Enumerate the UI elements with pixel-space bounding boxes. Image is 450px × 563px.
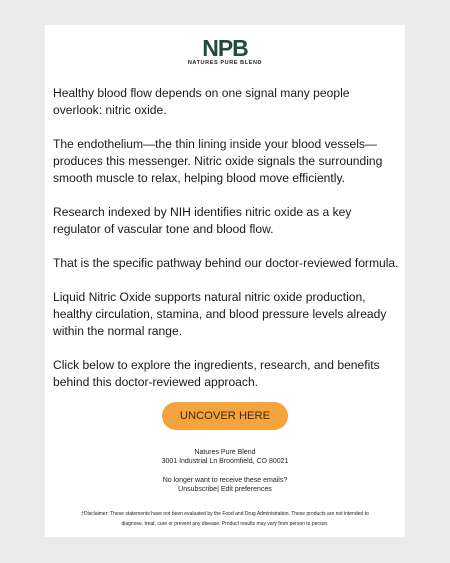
disclaimer-line-2: diagnose, treat, cure or prevent any disease. Product results may vary from person to person.	[121, 521, 329, 527]
unsubscribe-prompt: No longer want to receive these emails?	[162, 477, 288, 484]
paragraph-call-to-action: Click below to explore the ingredients, research, and benefits behind this doctor-reviewed approach.	[53, 358, 380, 389]
logo-tagline: NATURES PURE BLEND	[187, 60, 263, 66]
cta-container	[45, 402, 405, 430]
company-address	[45, 448, 405, 466]
email-card	[45, 25, 405, 537]
paragraph-endothelium: The endothelium—the thin lining inside your blood vessels—produces this messenger. Nitric oxide signals the surrounding smooth muscle to relax, helping blood move efficiently.	[53, 137, 383, 185]
email-preferences	[45, 476, 405, 494]
paragraph-product: Liquid Nitric Oxide supports natural nitric oxide production, healthy circulation, stamina, and blood pressure levels already within the normal range.	[53, 290, 387, 338]
company-name: Natures Pure Blend	[194, 449, 256, 456]
street-address: 3001 Industrial Ln Broomfield, CO 80021	[161, 458, 289, 465]
paragraph-pathway: That is the specific pathway behind our doctor-reviewed formula.	[53, 256, 399, 270]
paragraph-intro: Healthy blood flow depends on one signal many people overlook: nitric oxide.	[53, 86, 350, 117]
unsubscribe-link[interactable]: Unsubscribe	[178, 486, 218, 493]
fda-disclaimer	[59, 509, 391, 529]
link-separator: |	[217, 486, 219, 493]
email-body	[53, 85, 399, 408]
logo-text: NPB	[202, 37, 248, 59]
uncover-here-button[interactable]: UNCOVER HERE	[162, 402, 288, 430]
disclaimer-line-1: †Disclaimer: These statements have not been evaluated by the Food and Drug Administration. These products are not intended to	[81, 511, 369, 517]
preference-links	[45, 485, 405, 494]
paragraph-research: Research indexed by NIH identifies nitric oxide as a key regulator of vascular tone and blood flow.	[53, 205, 352, 236]
npb-logo-icon	[186, 37, 264, 59]
brand-logo[interactable]	[45, 37, 405, 66]
edit-preferences-link[interactable]: Edit preferences	[220, 486, 272, 493]
